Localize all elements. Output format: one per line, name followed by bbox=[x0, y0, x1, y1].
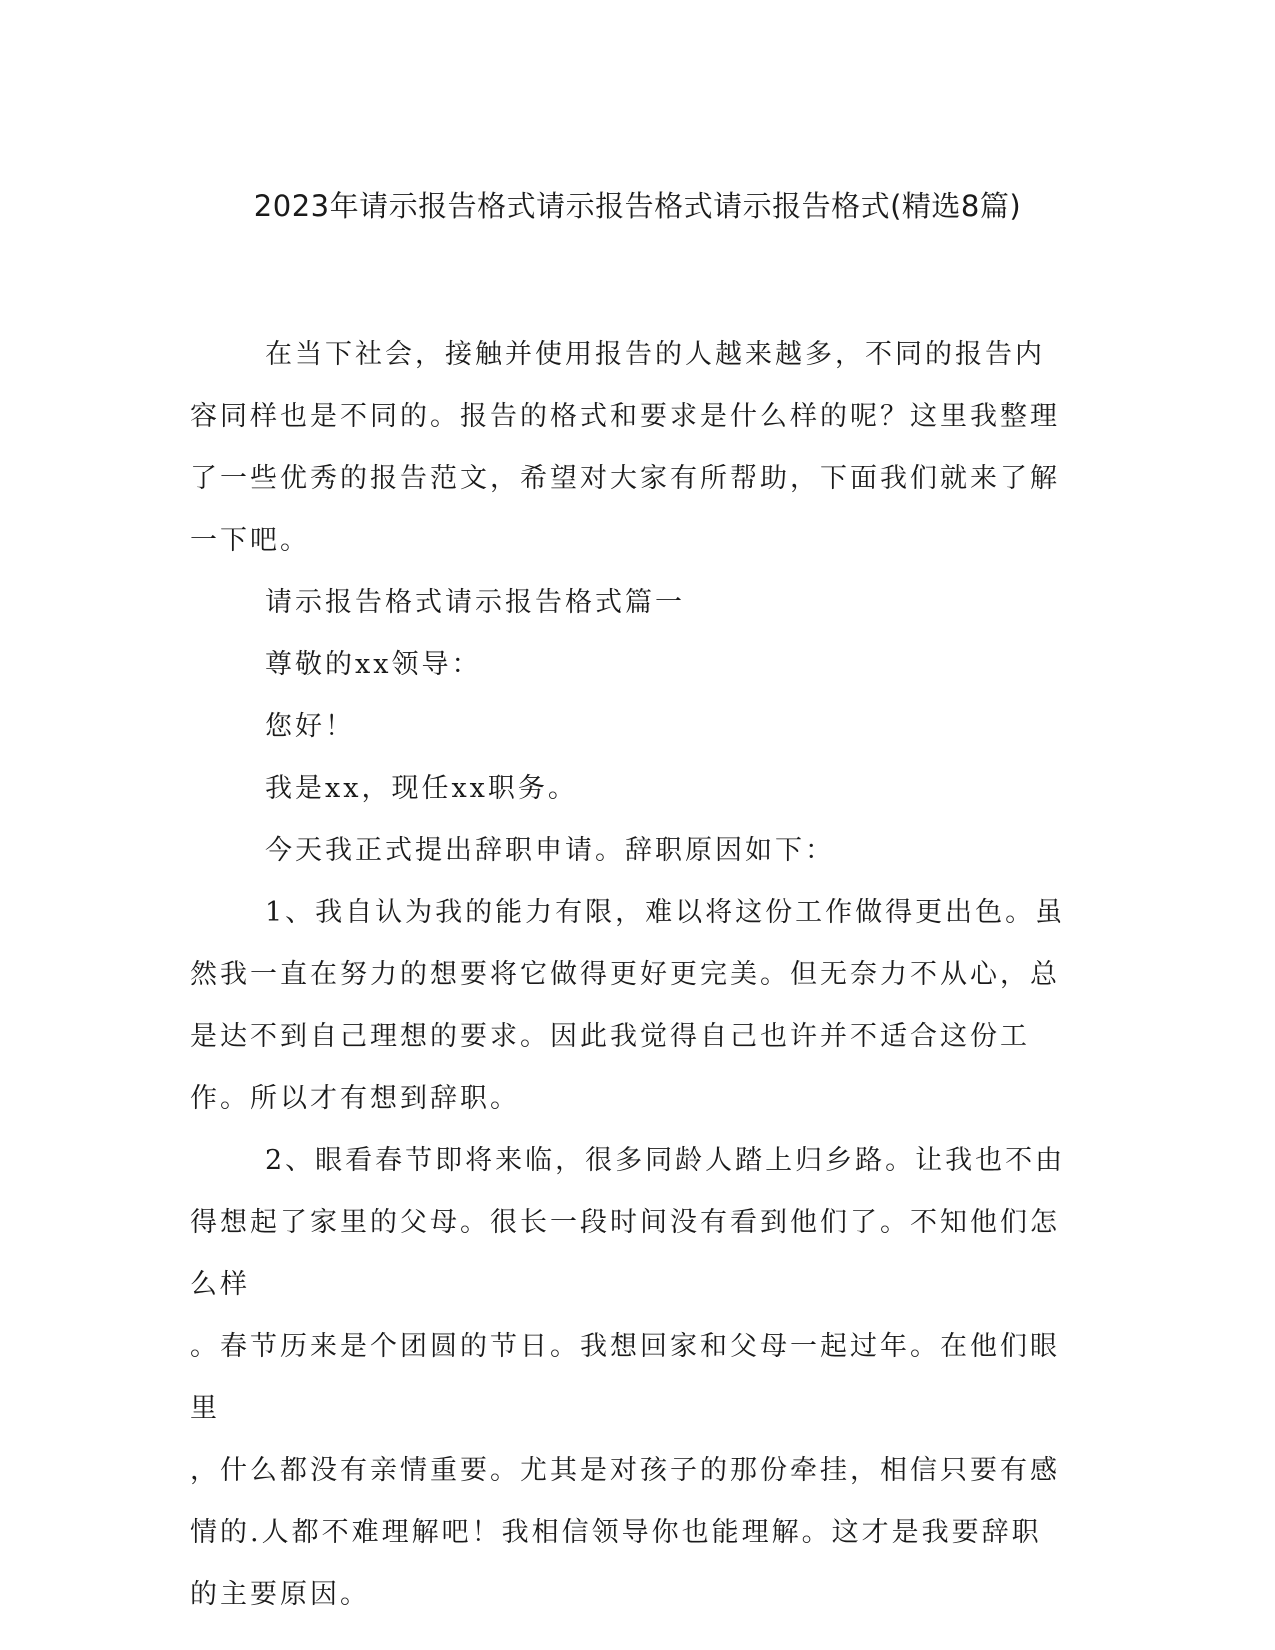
resignation-statement: 今天我正式提出辞职申请。辞职原因如下： bbox=[265, 835, 835, 866]
document-title: 2023年请示报告格式请示报告格式请示报告格式(精选8篇) bbox=[253, 189, 1022, 223]
self-introduction: 我是xx，现任xx职务。 bbox=[265, 773, 578, 804]
greeting: 您好！ bbox=[265, 711, 355, 742]
salutation: 尊敬的xx领导： bbox=[265, 649, 482, 680]
document-body bbox=[190, 324, 1070, 1626]
reason-one-paragraph: 1、我自认为我的能力有限，难以将这份工作做得更出色。虽然我一直在努力的想要将它做得更好更完美。但无奈力不从心，总是达不到自己理想的要求。因此我觉得自己也许并不适合这份工作。所以才有想到辞职。 bbox=[190, 897, 1066, 1114]
section-heading: 请示报告格式请示报告格式篇一 bbox=[265, 587, 685, 618]
reason-two-paragraph: 2、眼看春节即将来临，很多同龄人踏上归乡路。让我也不由得想起了家里的父母。很长一段时间没有看到他们了。不知他们怎么样 。春节历来是个团圆的节日。我想回家和父母一起过年。在他们眼里 ，什么都没有亲情重要。尤其是对孩子的那份牵挂，相信只要有感情的.人都不难理解吧！我相信领导你也能理解。这才是我要辞职的主要原因。 bbox=[190, 1145, 1066, 1610]
intro-paragraph: 在当下社会，接触并使用报告的人越来越多，不同的报告内容同样也是不同的。报告的格式和要求是什么样的呢？这里我整理了一些优秀的报告范文，希望对大家有所帮助，下面我们就来了解一下吧。 bbox=[190, 339, 1060, 556]
